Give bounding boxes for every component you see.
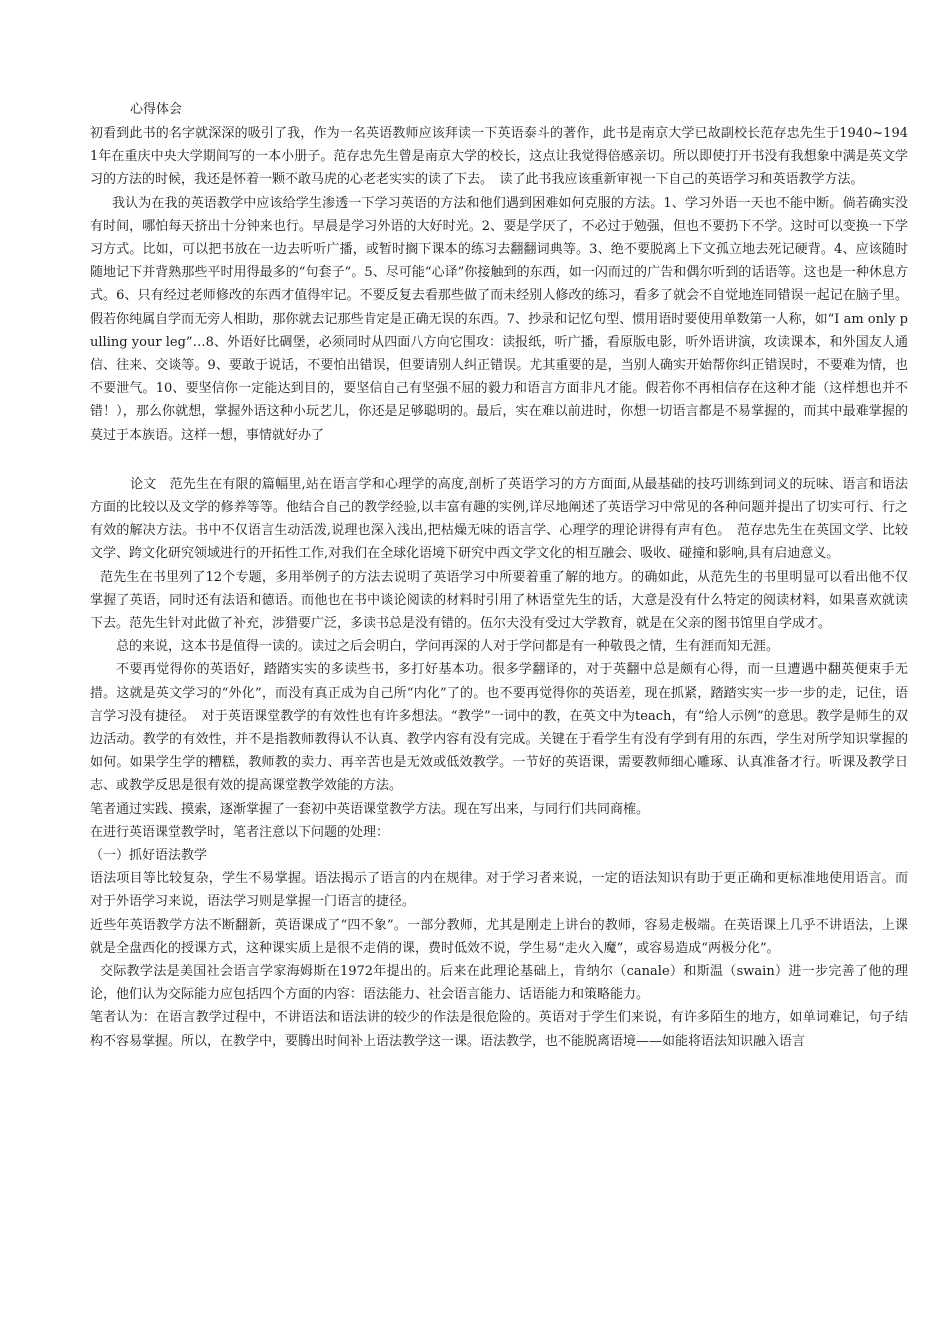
section-heading: （一）抓好语法教学 (90, 848, 208, 864)
paragraph-8: 在进行英语课堂教学时，笔者注意以下问题的处理： (90, 824, 390, 840)
paragraph-1: 初看到此书的名字就深深的吸引了我，作为一名英语教师应该拜读一下英语泰斗的著作，此书是南京大学已故副校长范存忠先生于1940~1941年在重庆中央大学期间写的一本小册子。范存忠先生曾是南京大学的校长，这点让我觉得倍感亲切。所以即使打开书没有我想象中满是英文学习的方法的时候，我还是怀着一颗不敢马虎的心老老实实的读了下去。 读了此书我应该重新审视一下自己的英语学习和英语教学方法。 (90, 126, 908, 188)
paragraph-7: 笔者通过实践、摸索，逐渐掌握了一套初中英语课堂教学方法。现在写出来，与同行们共同商榷。 (90, 801, 650, 817)
document-title: 心得体会 (130, 102, 183, 117)
document-page (90, 98, 908, 1053)
paragraph-3: 论文 范先生在有限的篇幅里,站在语言学和心理学的高度,剖析了英语学习的方方面面,从最基础的技巧训练到词义的玩味、语言和语法方面的比较以及文学的修养等等。他结合自己的教学经验,以丰富有趣的实例,详尽地阐述了英语学习中常见的各种问题并提出了切实可行、行之有效的解决方法。书中不仅语言生动活泼,说理也深入浅出,把枯燥无味的语言学、心理学的理论讲得有声有色。 范存忠先生在英国文学、比较文学、跨文化研究领域进行的开拓性工作,对我们在全球化语境下研究中西文学文化的相互融会、吸收、碰撞和影响,具有启迪意义。 (90, 476, 908, 562)
blank-line (90, 447, 908, 473)
paragraph-2: 我认为在我的英语教学中应该给学生渗透一下学习英语的方法和他们遇到困难如何克服的方法。1、学习外语一天也不能中断。倘若确实没有时间，哪怕每天挤出十分钟来也行。早晨是学习外语的大好时光。2、要是学厌了，不必过于勉强，但也不要扔下不学。这时可以变换一下学习方式。比如，可以把书放在一边去听听广播，或暂时搁下课本的练习去翻翻词典等。3、绝不要脱离上下文孤立地去死记硬背。4、应该随时随地记下并背熟那些平时用得最多的“句套子”。5、尽可能“心译”你接触到的东西，如一闪而过的广告和偶尔听到的话语等。这也是一种休息方式。6、只有经过老师修改的东西才值得牢记。不要反复去看那些做了而未经别人修改的练习，看多了就会不自觉地连同错误一起记在脑子里。假若你纯属自学而无旁人相助，那你就去记那些肯定是正确无误的东西。7、抄录和记忆句型、惯用语时要使用单数第一人称，如“I am only pulling your leg”…8、外语好比碉堡，必须同时从四面八方向它围攻：读报纸，听广播，看原版电影，听外语讲演，攻读课本，和外国友人通信、往来、交谈等。9、要敢于说话，不要怕出错误，但要请别人纠正错误。尤其重要的是，当别人确实开始帮你纠正错误时，不要难为情，也不要泄气。10、要坚信你一定能达到目的，要坚信自己有坚强不屈的毅力和语言方面非凡才能。假若你不再相信存在这种才能（这样想也并不错！），那么你就想，掌握外语这种小玩艺儿，你还是足够聪明的。最后，实在难以前进时，你想一切语言都是不易掌握的，而其中最难掌握的莫过于本族语。这样一想，事情就好办了 (90, 195, 908, 443)
paragraph-10: 近些年英语教学方法不断翻新，英语课成了“四不象”。一部分教师，尤其是刚走上讲台的教师，容易走极端。在英语课上几乎不讲语法，上课就是全盘西化的授课方式，这种课实质上是很不走俏的课，费时低效不说，学生易“走火入魔”，或容易造成“两极分化”。 (90, 917, 908, 956)
paragraph-4: 范先生在书里列了12个专题，多用举例子的方法去说明了英语学习中所要着重了解的地方。的确如此，从范先生的书里明显可以看出他不仅掌握了英语，同时还有法语和德语。而他也在书中谈论阅读的材料时引用了林语堂先生的话，大意是没有什么特定的阅读材料，如果喜欢就读下去。范先生针对此做了补充，涉猎要广泛，多读书总是没有错的。伍尔夫没有受过大学教育，就是在父亲的图书馆里自学成才。 (90, 569, 908, 632)
paragraph-12: 笔者认为：在语言教学过程中，不讲语法和语法讲的较少的作法是很危险的。英语对于学生们来说，有许多陌生的地方，如单词难记，句子结构不容易掌握。所以，在教学中，要腾出时间补上语法教学这一课。语法教学，也不能脱离语境——如能将语法知识融入语言 (90, 1010, 908, 1049)
paragraph-6: 不要再觉得你的英语好，踏踏实实的多读些书，多打好基本功。很多学翻译的，对于英翻中总是颇有心得，而一旦遭遇中翻英便束手无措。这就是英文学习的“外化”，而没有真正成为自己所“内化”了的。也不要再觉得你的英语差，现在抓紧，踏踏实实一步一步的走，记住，语言学习没有捷径。 对于英语课堂教学的有效性也有许多想法。“教学”一词中的教，在英文中为teach，有“给人示例”的意思。教学是师生的双边活动。教学的有效性，并不是指教师教得认不认真、教学内容有没有完成。关键在于看学生有没有学到有用的东西，学生对所学知识掌握的如何。如果学生学的糟糕，教师教的卖力、再辛苦也是无效或低效教学。一节好的英语课，需要教师细心雕琢、认真准备才行。听课及教学日志、或教学反思是很有效的提高课堂教学效能的方法。 (90, 662, 908, 794)
paragraph-9: 语法项目等比较复杂，学生不易掌握。语法揭示了语言的内在规律。对于学习者来说，一定的语法知识有助于更正确和更标准地使用语言。而对于外语学习来说，语法学习则是掌握一门语言的捷径。 (90, 871, 908, 910)
paragraph-5: 总的来说，这本书是值得一读的。读过之后会明白，学问再深的人对于学问都是有一种敬畏之情，生有涯而知无涯。 (116, 639, 780, 655)
paragraph-11: 交际教学法是美国社会语言学家海姆斯在1972年提出的。后来在此理论基础上，肯纳尔（canale）和斯温（swain）进一步完善了他的理论，他们认为交际能力应包括四个方面的内容：语法能力、社会语言能力、话语能力和策略能力。 (90, 963, 908, 1003)
